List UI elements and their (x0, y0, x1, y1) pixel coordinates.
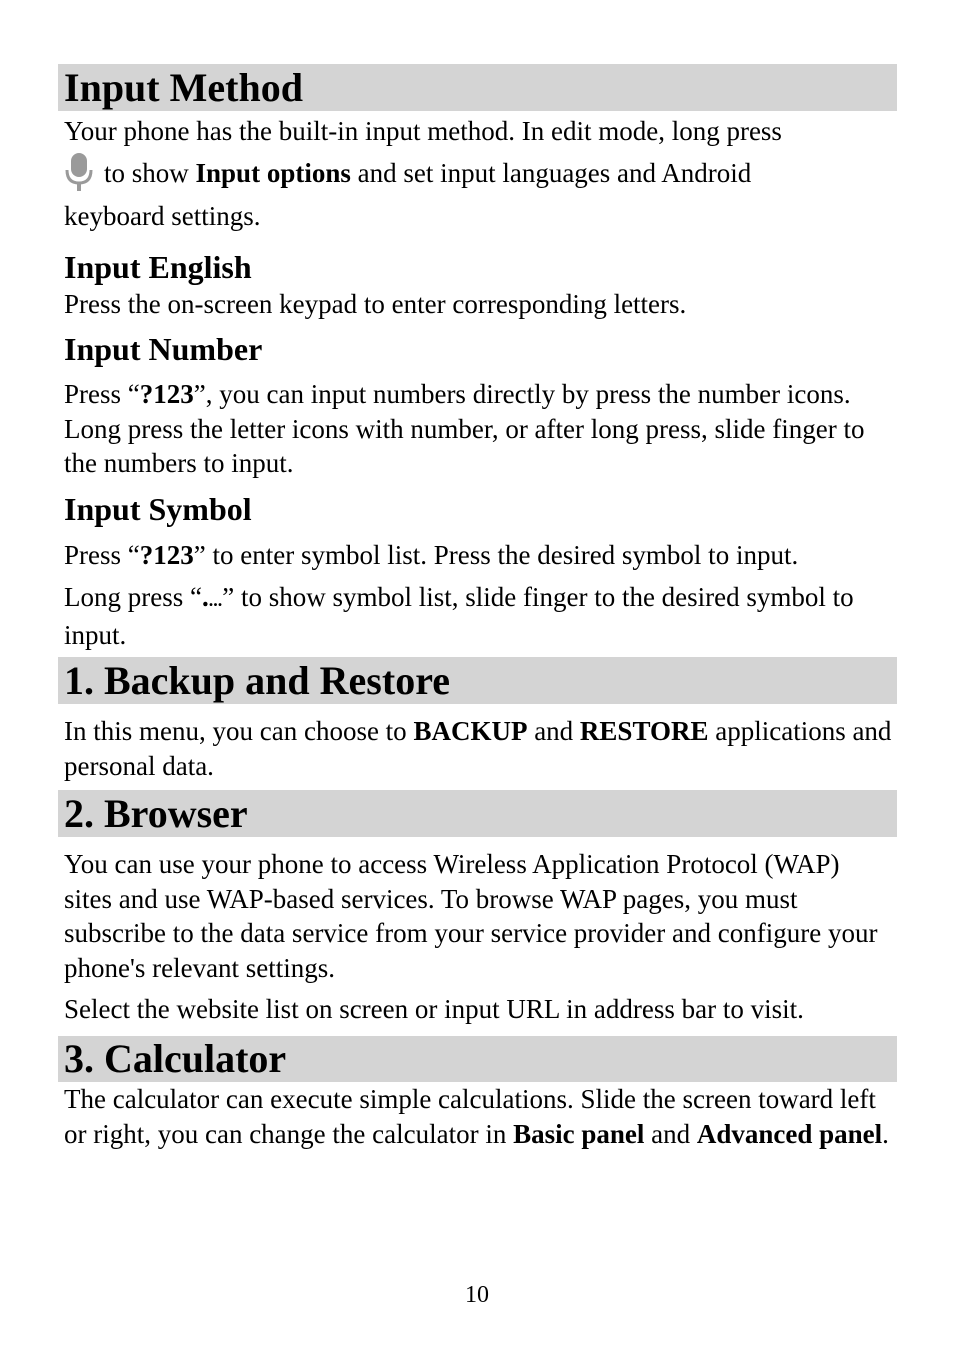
microphone-icon (64, 152, 94, 192)
heading-input-method: Input Method (64, 65, 303, 110)
input-method-line-3: keyboard settings. (64, 201, 261, 231)
heading-calculator: 3. Calculator (64, 1036, 287, 1081)
heading-input-number: Input Number (64, 331, 263, 367)
browser-text-2: Select the website list on screen or input URL in address bar to visit. (64, 994, 804, 1024)
browser-text-1: You can use your phone to access Wireless Application Protocol (WAP) sites and use WAP-based services. To browse WAP pages, you must subscribe to the data service from your service provider and configure your phone's relevant settings. (64, 849, 878, 983)
input-number-text: Press “?123”, you can input numbers directly by press the number icons. Long press the letter icons with number, or after long press, slide finger to the numbers to input. (64, 379, 865, 478)
input-method-line-1: Your phone has the built-in input method. In edit mode, long press (64, 116, 782, 146)
heading-input-symbol: Input Symbol (64, 491, 252, 527)
input-english-text: Press the on-screen keypad to enter corresponding letters. (64, 289, 687, 319)
calculator-text: The calculator can execute simple calculations. Slide the screen toward left or right, you can change the calculator in Basic panel and Advanced panel. (64, 1084, 889, 1149)
heading-backup-and-restore: 1. Backup and Restore (64, 658, 450, 703)
input-options-term: Input options (195, 158, 351, 188)
heading-browser: 2. Browser (64, 791, 248, 836)
backup-text: In this menu, you can choose to BACKUP and RESTORE applications and personal data. (64, 716, 892, 781)
input-method-line-2: to show Input options and set input languages and Android (64, 152, 894, 192)
input-symbol-text-2: Long press “....” to show symbol list, slide finger to the desired symbol to input. (64, 582, 854, 650)
page-number: 10 (465, 1282, 489, 1308)
heading-input-english: Input English (64, 249, 252, 285)
input-symbol-text-1: Press “?123” to enter symbol list. Press the desired symbol to input. (64, 540, 799, 570)
